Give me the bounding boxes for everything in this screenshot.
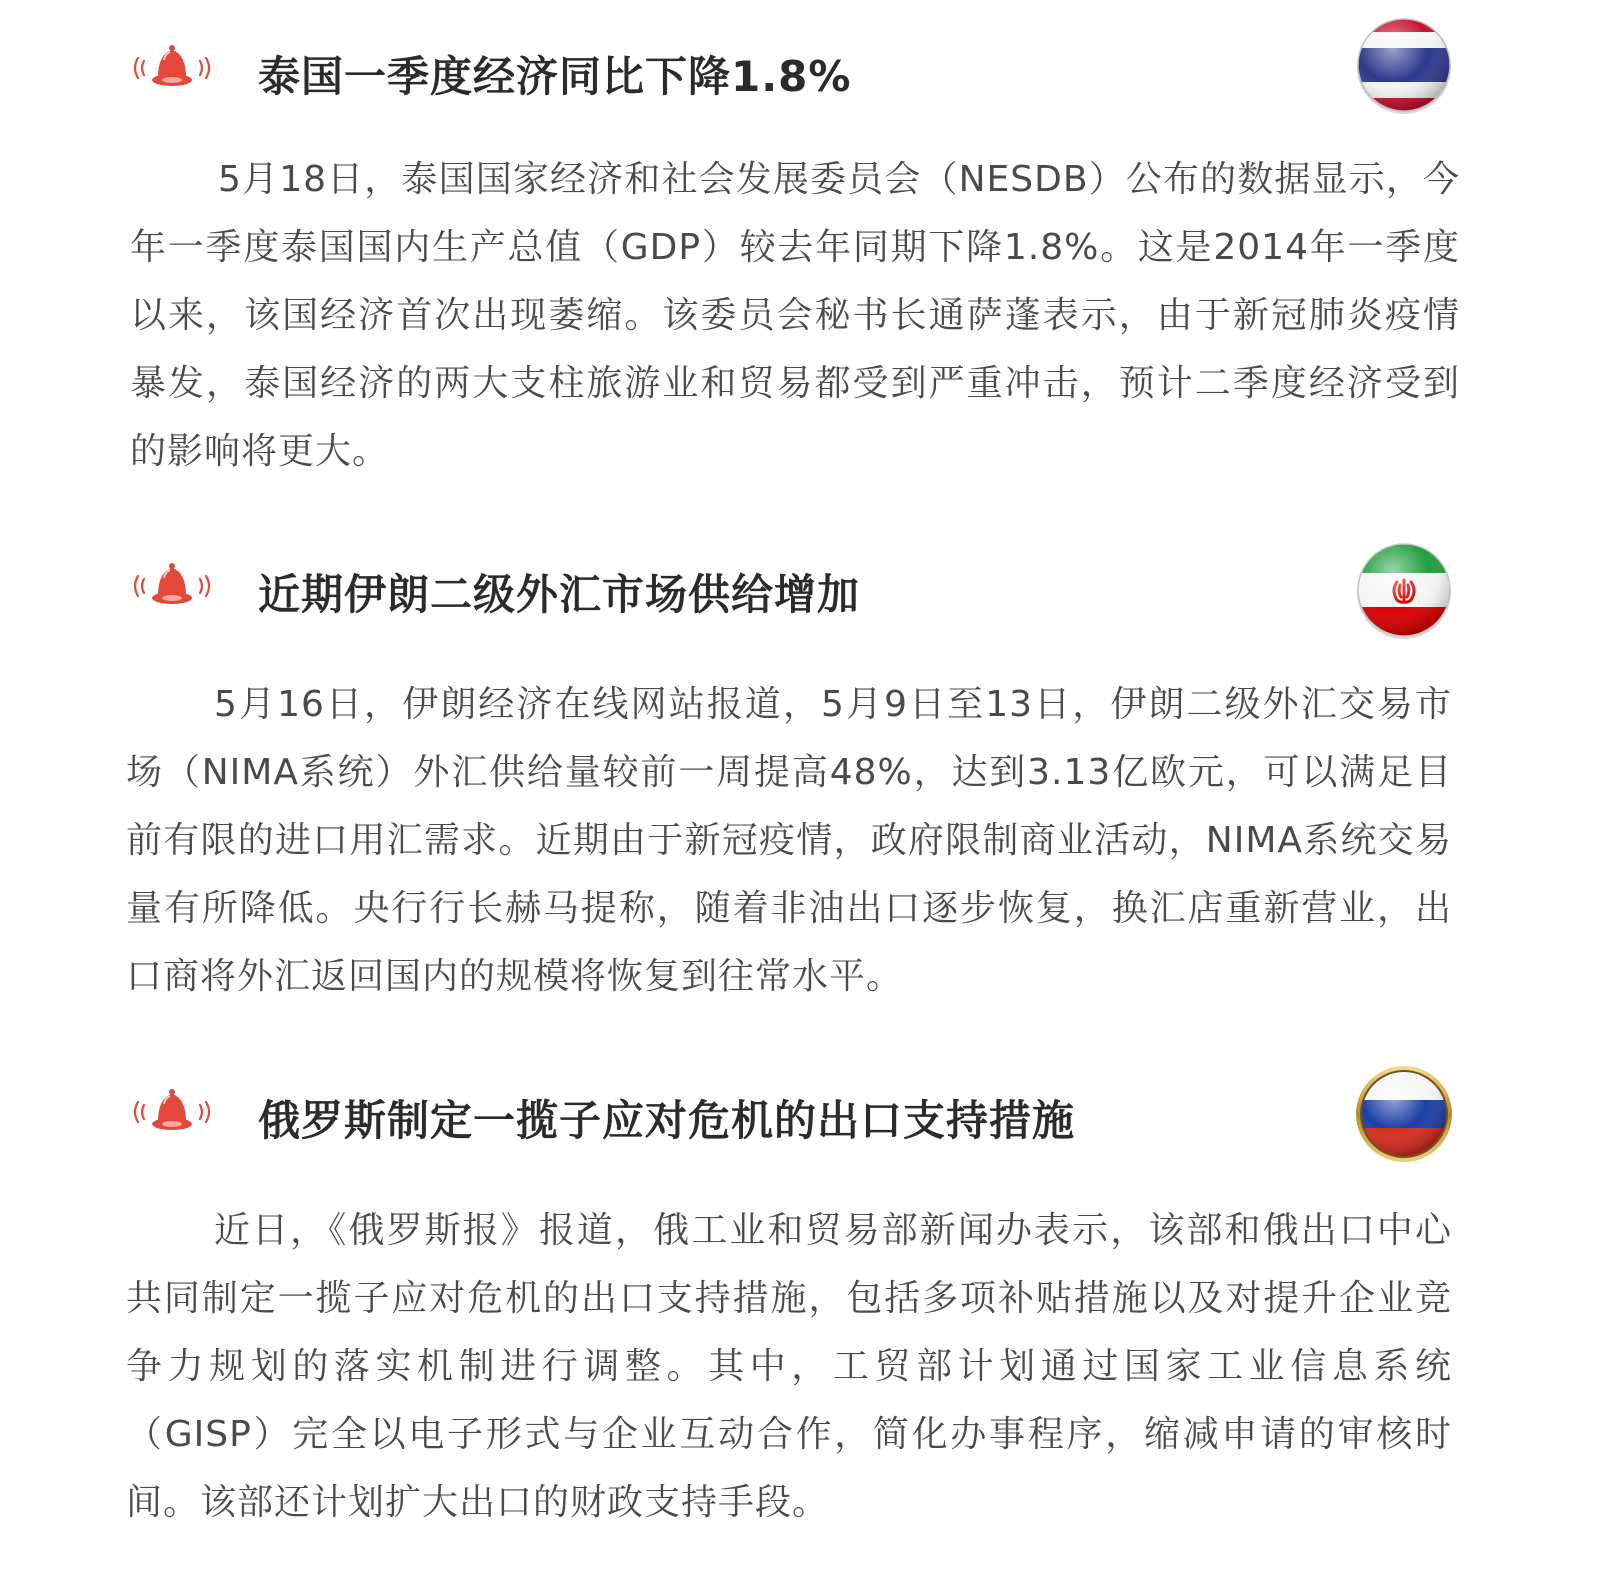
thailand-flag-icon — [1354, 15, 1454, 115]
article-body: 近日，《俄罗斯报》报道，俄工业和贸易部新闻办表示，该部和俄出口中心共同制定一揽子应对危机的出口支持措施，包括多项补贴措施以及对提升企业竞争力规划的落实机制进行调整。其中，工贸部计划通过国家工业信息系统（GISP）完全以电子形式与企业互动合作，简化办事程序，缩减申请的审核时间。该部还计划扩大出口的财政支持手段。 — [126, 1210, 1452, 1523]
alarm-bell-icon — [124, 558, 220, 614]
alarm-bell-icon — [124, 1084, 220, 1140]
iran-flag-icon — [1354, 540, 1454, 640]
article-title: 近期伊朗二级外汇市场供给增加 — [258, 570, 861, 619]
russia-flag-icon — [1354, 1064, 1454, 1164]
article-title: 泰国一季度经济同比下降1.8% — [258, 52, 852, 101]
article-title: 俄罗斯制定一揽子应对危机的出口支持措施 — [258, 1096, 1076, 1145]
alarm-bell-icon — [124, 40, 220, 96]
article-body: 5月18日，泰国国家经济和社会发展委员会（NESDB）公布的数据显示，今年一季度泰国国内生产总值（GDP）较去年同期下降1.8%。这是2014年一季度以来，该国经济首次出现萎缩。该委员会秘书长通萨蓬表示，由于新冠肺炎疫情暴发，泰国经济的两大支柱旅游业和贸易都受到严重冲击，预计二季度经济受到的影响将更大。 — [130, 159, 1460, 472]
article-body: 5月16日，伊朗经济在线网站报道，5月9日至13日，伊朗二级外汇交易市场（NIMA系统）外汇供给量较前一周提高48%，达到3.13亿欧元，可以满足目前有限的进口用汇需求。近期由于新冠疫情，政府限制商业活动，NIMA系统交易量有所降低。央行行长赫马提称，随着非油出口逐步恢复，换汇店重新营业，出口商将外汇返回国内的规模将恢复到往常水平。 — [126, 684, 1452, 997]
